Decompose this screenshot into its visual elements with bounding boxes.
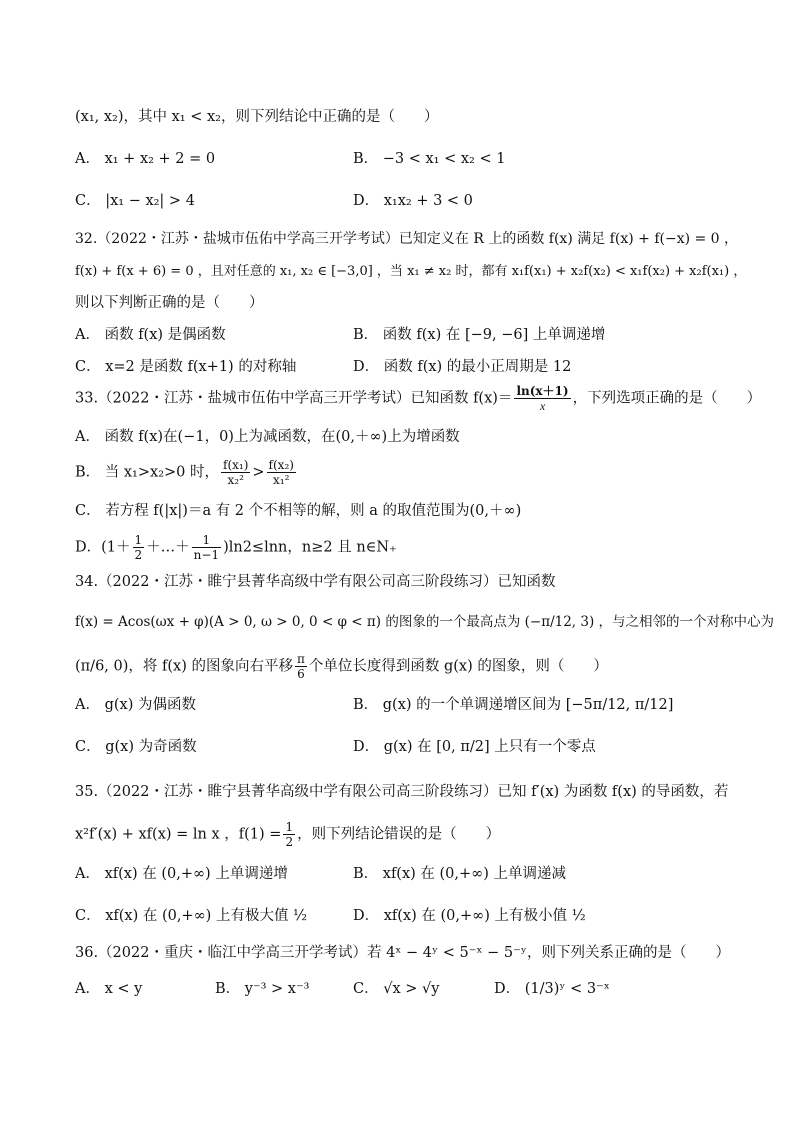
q36-option-b: B． y⁻³ > x⁻³ bbox=[215, 981, 310, 997]
q35-stem-line-2 bbox=[75, 820, 735, 849]
q33-d-frac1-den: 2 bbox=[134, 548, 143, 562]
q33-option-d bbox=[75, 533, 397, 562]
q35-option-d: D． xf(x) 在 (0,+∞) 上有极小值 ½ bbox=[353, 908, 586, 924]
q33-b-frac2-num: f(x₂) bbox=[268, 458, 294, 472]
q36-stem: 36.（2022・重庆・临江中学高三开学考试）若 4ˣ − 4ʸ < 5⁻ˣ − 5⁻ʸ，则下列关系正确的是（ ） bbox=[75, 945, 730, 961]
q33-stem-post: ，下列选项正确的是（ ） bbox=[572, 390, 762, 407]
q33-option-d-frac-1 bbox=[133, 533, 145, 562]
q33-b-frac2-den: x₁² bbox=[273, 473, 290, 487]
q34-option-c: C． g(x) 为奇函数 bbox=[75, 739, 197, 755]
q31-option-c: C． |x₁ − x₂| > 4 bbox=[75, 193, 195, 209]
q31-option-b: B． −3 < x₁ < x₂ < 1 bbox=[353, 151, 506, 167]
q35-line2-pre: x²f′(x) + xf(x) = ln x ，f(1) = bbox=[75, 826, 282, 843]
q32-option-d: D． 函数 f(x) 的最小正周期是 12 bbox=[353, 359, 572, 375]
q32-stem-line-1: 32.（2022・江苏・盐城市伍佑中学高三开学考试）已知定义在 R 上的函数 f(x) 满足 f(x) + f(−x) = 0 ， bbox=[75, 231, 739, 247]
q33-b-frac1-den: x₂² bbox=[227, 473, 244, 487]
q33-b-frac1-num: f(x₁) bbox=[223, 458, 249, 472]
q35-frac-den: 2 bbox=[285, 835, 294, 849]
q34-shift-frac bbox=[295, 652, 307, 681]
q35-option-a: A． xf(x) 在 (0,+∞) 上单调递增 bbox=[75, 866, 288, 882]
q35-value-frac bbox=[283, 820, 295, 849]
q31-option-a: A． x₁ + x₂ + 2 = 0 bbox=[75, 151, 216, 167]
q33-option-b bbox=[75, 458, 298, 487]
q33-d-frac2-num: 1 bbox=[192, 533, 221, 548]
q33-option-b-pre: B． 当 x₁>x₂>0 时， bbox=[75, 464, 219, 481]
q33-stem bbox=[75, 384, 762, 413]
q35-frac-num: 1 bbox=[285, 820, 294, 834]
q34-symmetry-center: (π/6, 0) bbox=[75, 658, 129, 675]
q34-stem-line-3 bbox=[75, 652, 735, 681]
q33-option-c: C． 若方程 f(|x|)＝a 有 2 个不相等的解，则 a 的取值范围为(0,＋∞) bbox=[75, 503, 522, 519]
q33-option-d-post: )ln2≤lnn，n≥2 且 n∈N₊ bbox=[223, 539, 397, 556]
q32-option-a: A． 函数 f(x) 是偶函数 bbox=[75, 327, 226, 343]
q34-stem-line-2 bbox=[75, 611, 775, 633]
q32-option-c: C． x=2 是函数 f(x+1) 的对称轴 bbox=[75, 359, 297, 375]
q36-option-a: A． x < y bbox=[75, 981, 143, 997]
q34-line2-post: ，与之相邻的一个对称中心为 bbox=[598, 614, 775, 630]
q32-stem-line-3: 则以下判断正确的是（ ） bbox=[75, 295, 264, 311]
q34-line3-post: 个单位长度得到函数 g(x) 的图象，则（ ） bbox=[308, 658, 608, 675]
q32-option-b: B． 函数 f(x) 在 [−9, −6] 上单调递增 bbox=[353, 327, 606, 343]
q33-fraction bbox=[514, 384, 570, 413]
q34-shift-den: 6 bbox=[297, 667, 305, 681]
q33-stem-pre: 33.（2022・江苏・盐城市伍佑中学高三开学考试）已知函数 f(x)＝ bbox=[75, 390, 513, 407]
q35-option-c: C． xf(x) 在 (0,+∞) 上有极大值 ½ bbox=[75, 908, 308, 924]
q34-highest-point: (−π/12, 3) bbox=[524, 614, 595, 630]
q34-shift-num: π bbox=[296, 652, 305, 666]
q36-option-c: C． √x > √y bbox=[353, 981, 440, 997]
q33-d-frac2-den: n−1 bbox=[193, 548, 220, 562]
q34-stem-line-1: 34.（2022・江苏・睢宁县菁华高级中学有限公司高三阶段练习）已知函数 bbox=[75, 574, 556, 590]
q34-option-a: A． g(x) 为偶函数 bbox=[75, 697, 196, 713]
q33-option-b-frac-2 bbox=[267, 458, 296, 487]
q34-option-b: B． g(x) 的一个单调递增区间为 [−5π/12, π/12] bbox=[353, 697, 674, 713]
q33-option-d-mid: ＋…＋ bbox=[146, 539, 190, 556]
q33-option-d-pre: D．(1＋ bbox=[75, 539, 131, 556]
q33-option-d-frac-2 bbox=[192, 533, 221, 562]
q36-option-d: D． (1/3)ʸ < 3⁻ˣ bbox=[494, 981, 610, 997]
q33-option-b-gt: > bbox=[252, 464, 265, 481]
q34-line3-mid: ，将 f(x) 的图象向右平移 bbox=[128, 658, 293, 675]
q33-fraction-den: x bbox=[539, 399, 546, 413]
question-31-tail: (x₁, x₂)，其中 x₁ < x₂，则下列结论中正确的是（ ） bbox=[75, 109, 439, 125]
q33-d-frac1-num: 1 bbox=[134, 533, 143, 547]
q34-line2-pre: f(x) = Acos(ωx + φ)(A > 0, ω > 0, 0 < φ < π) 的图象的一个最高点为 bbox=[75, 614, 521, 630]
q34-option-d: D． g(x) 在 [0, π/2] 上只有一个零点 bbox=[353, 739, 596, 755]
q35-line2-post: ，则下列结论错误的是（ ） bbox=[297, 826, 501, 843]
q33-fraction-num: ln(x＋1) bbox=[516, 384, 569, 398]
q31-option-d: D． x₁x₂ + 3 < 0 bbox=[353, 193, 473, 209]
q33-option-a: A． 函数 f(x)在(−1，0)上为减函数，在(0,＋∞)上为增函数 bbox=[75, 429, 460, 445]
q35-stem-line-1: 35.（2022・江苏・睢宁县菁华高级中学有限公司高三阶段练习）已知 f′(x) 为函数 f(x) 的导函数，若 bbox=[75, 784, 729, 800]
q35-option-b: B． xf(x) 在 (0,+∞) 上单调递减 bbox=[353, 866, 567, 882]
q32-stem-line-2: f(x) + f(x + 6) = 0 ，且对任意的 x₁, x₂ ∈ [−3,0] ，当 x₁ ≠ x₂ 时，都有 x₁f(x₁) + x₂f(x₂) < x₁f(x₂) + x₂f(x₁) ， bbox=[75, 264, 747, 279]
q33-option-b-frac-1 bbox=[221, 458, 250, 487]
